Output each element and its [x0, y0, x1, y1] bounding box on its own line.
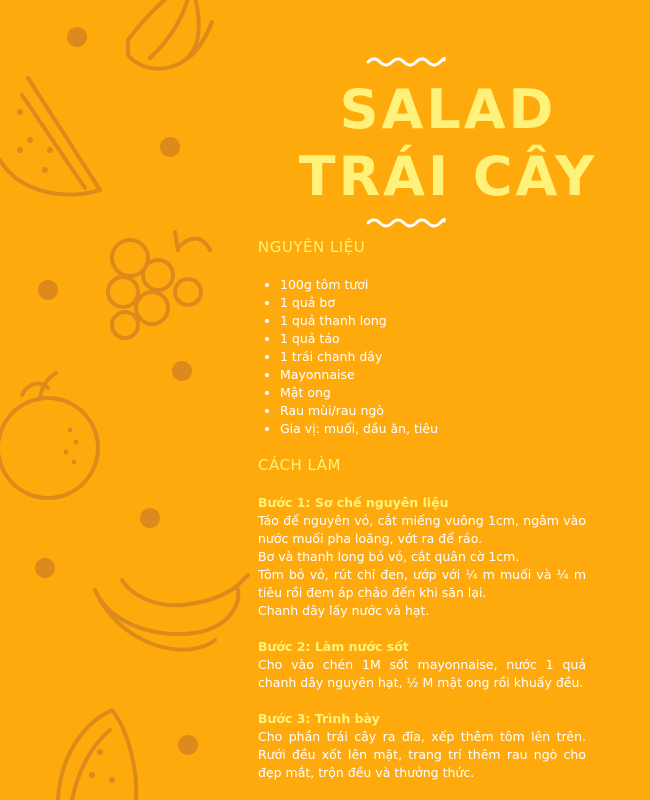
list-item: • 1 quả bơ — [280, 294, 438, 312]
step-text: Cho phần trái cây ra đĩa, xếp thêm tôm lên trên. Rưới đều xốt lên mặt, trang trí thêm rau ngò cho đẹp mắt, trộn đều và thưởng thức. — [258, 729, 586, 780]
ingredients-list — [258, 276, 438, 438]
step-text: Tôm bỏ vỏ, rút chỉ đen, ướp với ¼ m muối và ¼ m tiêu rồi đem áp chảo đến khi săn lại. — [258, 567, 586, 600]
ingredients-heading: NGUYÊN LIỆU — [258, 238, 366, 256]
method-heading: CÁCH LÀM — [258, 456, 341, 474]
step-text: Chanh dây lấy nước và hạt. — [258, 603, 430, 618]
banana-bunch-icon — [95, 575, 248, 650]
list-item: • 1 quả thanh long — [280, 312, 438, 330]
watermelon-icon — [0, 78, 100, 195]
title-line-1: SALAD — [339, 78, 557, 141]
step-text: Táo để nguyên vỏ, cắt miếng vuông 1cm, ngâm vào nước muối pha loãng, vớt ra để ráo. — [258, 513, 586, 546]
grapes-icon — [108, 232, 210, 338]
step-title: Bước 2: Làm nước sốt — [258, 639, 409, 654]
step-3 — [258, 710, 586, 782]
list-item: • Mật ong — [280, 384, 438, 402]
list-item: • 100g tôm tươi — [280, 276, 438, 294]
step-2 — [258, 638, 586, 692]
wavy-line-bottom — [366, 216, 446, 230]
step-title: Bước 1: Sơ chế nguyên liệu — [258, 495, 449, 510]
step-1 — [258, 494, 586, 620]
list-item: • Mayonnaise — [280, 366, 438, 384]
method-steps — [258, 494, 586, 800]
title-line-2: TRÁI CÂY — [298, 145, 598, 208]
banana-icon — [128, 0, 212, 69]
list-item: • 1 trái chanh dây — [280, 348, 438, 366]
step-text: Cho vào chén 1M sốt mayonnaise, nước 1 quả chanh dây nguyên hạt, ½ M mật ong rồi khuấy đều. — [258, 657, 586, 690]
orange-icon — [0, 373, 98, 498]
watermelon-slice-icon — [58, 710, 136, 800]
step-title: Bước 3: Trình bày — [258, 711, 380, 726]
list-item: • Gia vị: muối, dầu ăn, tiêu — [280, 420, 438, 438]
list-item: • 1 quả táo — [280, 330, 438, 348]
wavy-line-top — [366, 55, 446, 69]
list-item: • Rau mùi/rau ngò — [280, 402, 438, 420]
step-text: Bơ và thanh long bỏ vỏ, cắt quân cờ 1cm. — [258, 549, 520, 564]
